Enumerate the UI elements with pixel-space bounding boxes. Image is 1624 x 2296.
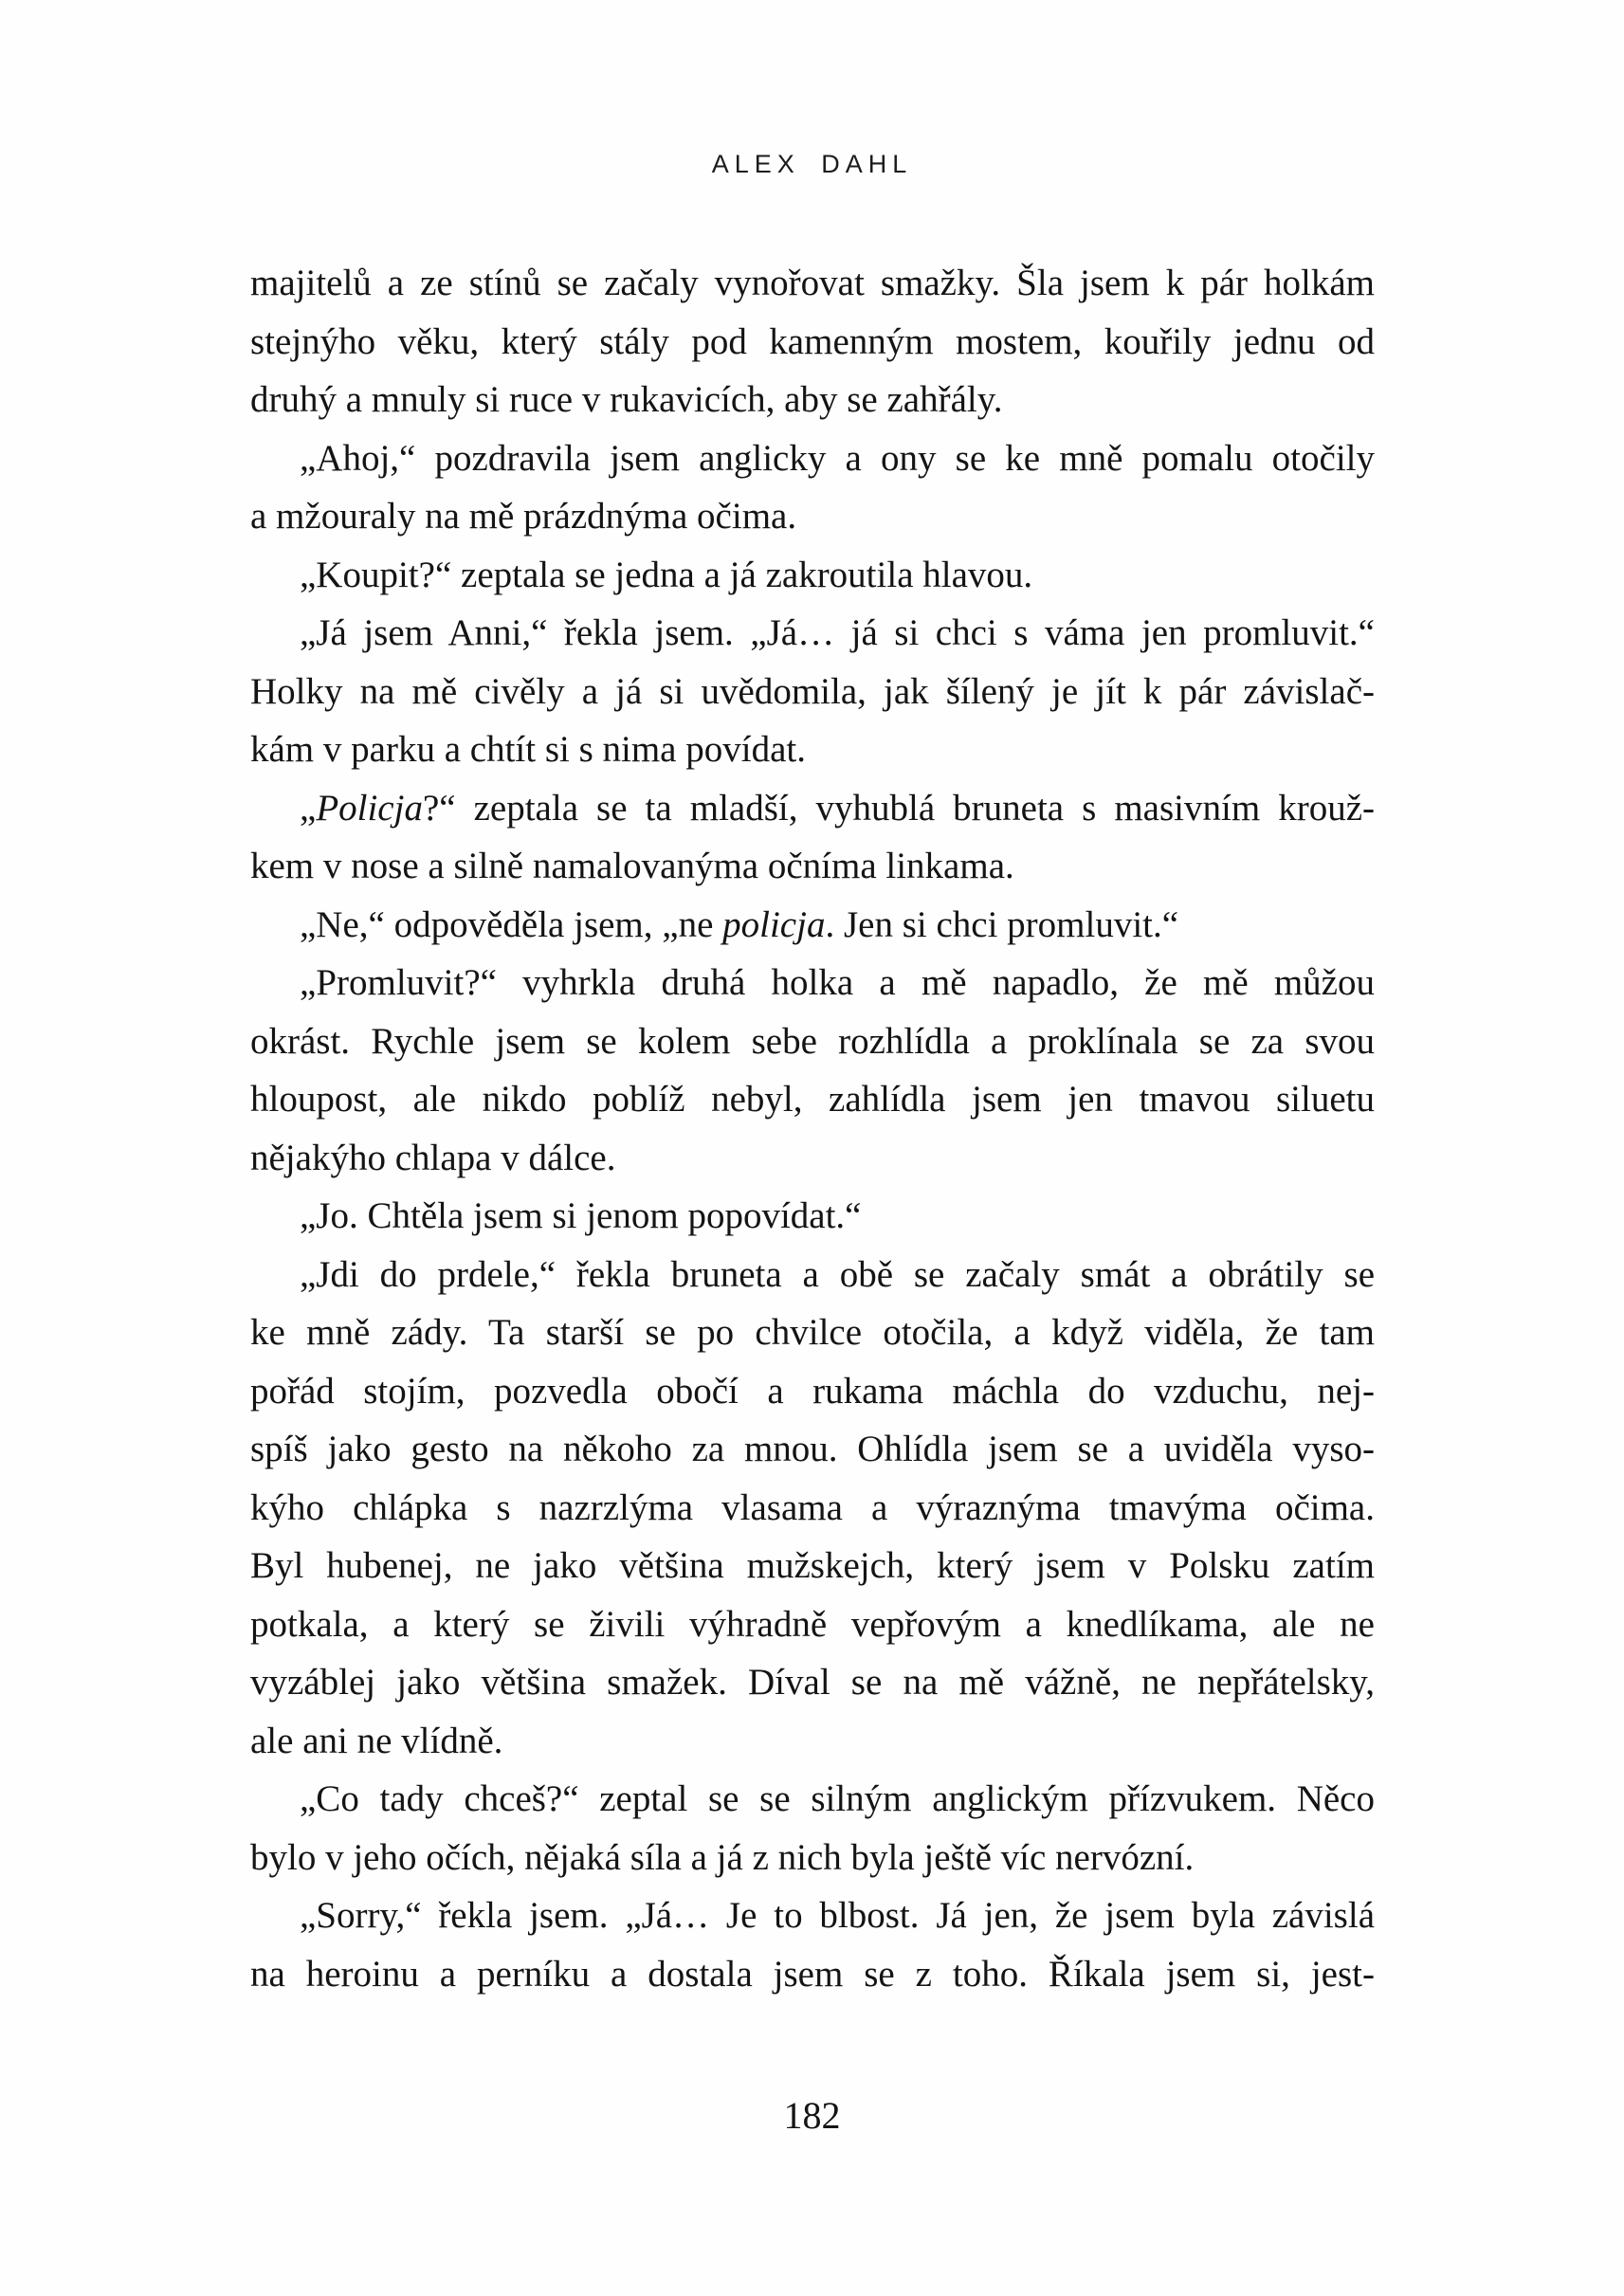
text-line — [250, 1653, 1375, 1712]
text-segment: „Sorry,“ řekla jsem. „Já… Je to blbost. Já jen, že jsem byla závislá — [300, 1895, 1375, 1936]
text-line — [250, 837, 1375, 896]
italic-text-segment: Policja — [316, 787, 423, 829]
text-segment: pořád stojím, pozvedla obočí a rukama máchla do vzduchu, nej- — [250, 1370, 1375, 1412]
text-segment: „Promluvit?“ vyhrkla druhá holka a mě napadlo, že mě můžou — [300, 962, 1375, 1003]
running-header-author: ALEX DAHL — [711, 150, 913, 178]
text-line — [250, 1012, 1375, 1071]
text-segment: spíš jako gesto na někoho za mnou. Ohlídla jsem se a uviděla vyso- — [250, 1429, 1375, 1469]
text-segment: ale ani ne vlídně. — [250, 1720, 503, 1761]
text-line — [250, 1129, 1375, 1188]
text-line — [250, 779, 1375, 838]
text-line — [250, 663, 1375, 721]
text-line — [250, 429, 1375, 488]
text-line — [250, 1595, 1375, 1654]
text-segment: a mžouraly na mě prázdnýma očima. — [250, 496, 797, 537]
text-line — [250, 1303, 1375, 1362]
text-segment: vyzáblej jako většina smažek. Díval se na mě vážně, ne nepřátelsky, — [250, 1662, 1375, 1703]
text-line — [250, 720, 1375, 779]
text-segment: ke mně zády. Ta starší se po chvilce otočila, a když viděla, že tam — [250, 1312, 1375, 1353]
text-line — [250, 1945, 1375, 2004]
text-line — [250, 313, 1375, 372]
text-line — [250, 487, 1375, 546]
text-segment: „Ne,“ odpověděla jsem, „ne — [300, 903, 723, 945]
text-line — [250, 1712, 1375, 1771]
text-line — [250, 371, 1375, 429]
text-segment: druhý a mnuly si ruce v rukavicích, aby se zahřály. — [250, 379, 1003, 420]
text-segment: „Jdi do prdele,“ řekla bruneta a obě se začaly smát a obrátily se — [300, 1253, 1375, 1295]
body-text — [250, 254, 1375, 2003]
text-segment: „Co tady chceš?“ zeptal se se silným anglickým přízvukem. Něco — [300, 1778, 1375, 1819]
text-segment: „Ahoj,“ pozdravila jsem anglicky a ony se ke mně pomalu otočily — [300, 437, 1375, 479]
text-segment: majitelů a ze stínů se začaly vynořovat smažky. Šla jsem k pár holkám — [250, 263, 1375, 303]
text-segment: . Jen si chci promluvit.“ — [825, 903, 1179, 945]
italic-text-segment: policja — [722, 903, 826, 945]
text-line — [250, 546, 1375, 605]
text-line — [250, 1479, 1375, 1538]
text-line — [250, 1070, 1375, 1129]
text-line — [250, 896, 1375, 955]
page-number: 182 — [783, 2094, 841, 2137]
text-segment: „Koupit?“ zeptala se jedna a já zakroutila hlavou. — [300, 554, 1033, 595]
text-line — [250, 1537, 1375, 1595]
text-line — [250, 254, 1375, 313]
text-segment: nějakýho chlapa v dálce. — [250, 1137, 616, 1178]
text-line — [250, 1829, 1375, 1887]
text-line — [250, 1246, 1375, 1304]
text-segment: bylo v jeho očích, nějaká síla a já z nich byla ještě víc nervózní. — [250, 1836, 1195, 1878]
text-segment: Holky na mě civěly a já si uvědomila, jak šílený je jít k pár závislač- — [250, 670, 1375, 712]
text-segment: kem v nose a silně namalovanýma očníma linkama. — [250, 846, 1014, 886]
text-line — [250, 1420, 1375, 1479]
text-segment: Byl hubenej, ne jako většina mužskejch, který jsem v Polsku zatím — [250, 1545, 1375, 1586]
text-line — [250, 1362, 1375, 1421]
text-line — [250, 954, 1375, 1012]
text-segment: stejnýho věku, který stály pod kamenným mostem, kouřily jednu od — [250, 320, 1375, 362]
text-segment: „ — [300, 787, 317, 829]
text-segment: okrást. Rychle jsem se kolem sebe rozhlídla a proklínala se za svou — [250, 1020, 1375, 1062]
text-line — [250, 604, 1375, 663]
text-line — [250, 1187, 1375, 1246]
text-segment: potkala, a který se živili výhradně vepřovým a knedlíkama, ale ne — [250, 1603, 1375, 1645]
text-segment: kám v parku a chtít si s nima povídat. — [250, 729, 806, 770]
text-line — [250, 1770, 1375, 1829]
text-line — [250, 1886, 1375, 1945]
text-segment: na heroinu a perníku a dostala jsem se z toho. Říkala jsem si, jest- — [250, 1953, 1375, 1995]
text-segment: hloupost, ale nikdo poblíž nebyl, zahlídla jsem jen tmavou siluetu — [250, 1079, 1375, 1120]
text-segment: kýho chlápka s nazrzlýma vlasama a výraznýma tmavýma očima. — [250, 1486, 1375, 1528]
text-segment: „Já jsem Anni,“ řekla jsem. „Já… já si chci s váma jen promluvit.“ — [300, 612, 1375, 653]
text-segment: „Jo. Chtěla jsem si jenom popovídat.“ — [300, 1195, 862, 1236]
text-segment: ?“ zeptala se ta mladší, vyhublá bruneta s masivním krouž- — [422, 787, 1375, 829]
